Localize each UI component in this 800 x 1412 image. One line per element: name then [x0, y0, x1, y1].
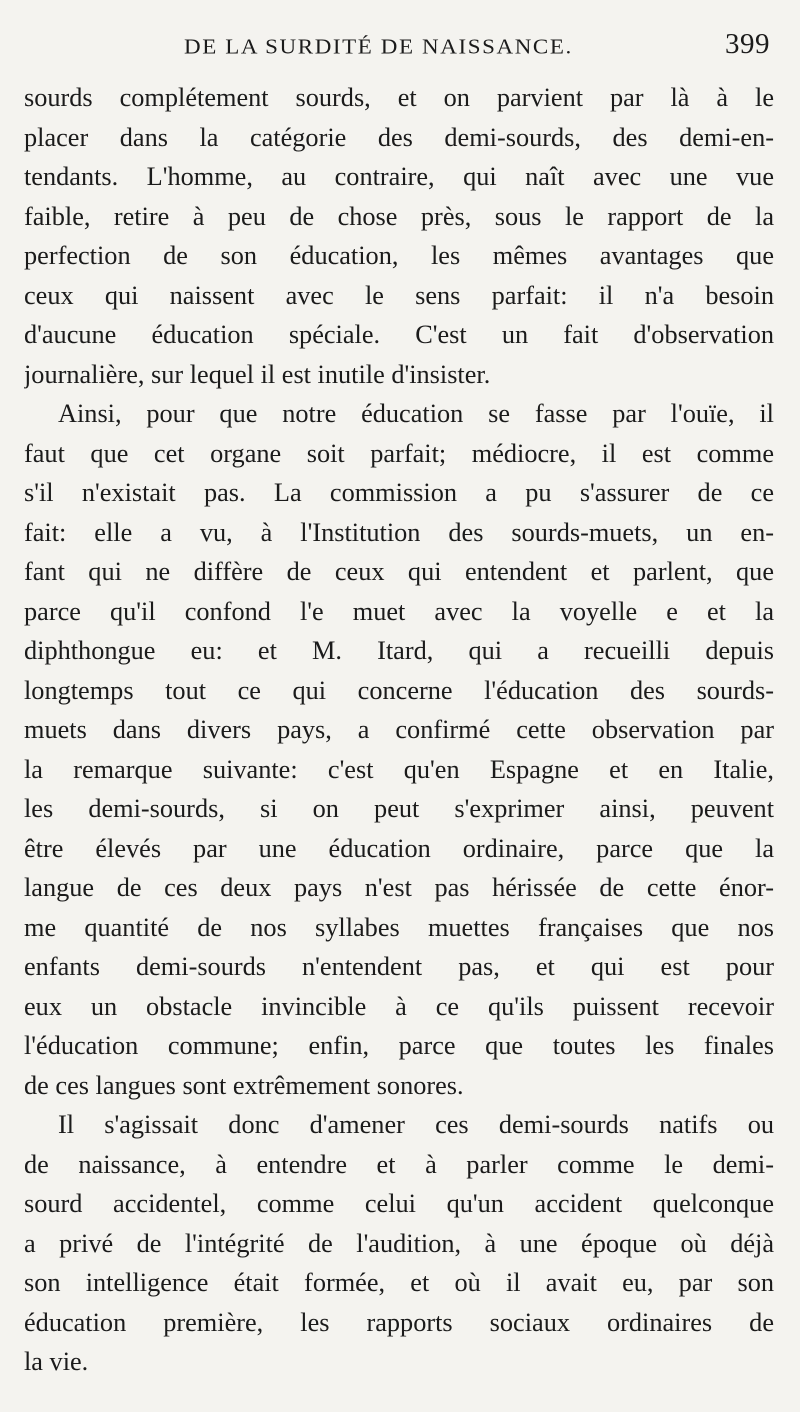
body-text	[24, 78, 774, 1382]
text-line: journalière, sur lequel il est inutile d'insister.	[24, 359, 491, 389]
text-line: être élevés par une éducation ordinaire, parce que la	[24, 833, 774, 863]
text-line: a privé de l'intégrité de l'audition, à une époque où déjà	[24, 1228, 774, 1258]
text-line: d'aucune éducation spéciale. C'est un fait d'observation	[24, 320, 774, 349]
text-line: les demi-sourds, si on peut s'exprimer ainsi, peuvent	[24, 794, 774, 823]
text-line: enfants demi-sourds n'entendent pas, et qui est pour	[24, 952, 774, 981]
text-line: s'il n'existait pas. La commission a pu s'assurer de ce	[24, 478, 774, 507]
text-line: eux un obstacle invincible à ce qu'ils puissent recevoir	[24, 991, 774, 1021]
text-line: la remarque suivante: c'est qu'en Espagne et en Italie,	[24, 754, 774, 784]
text-line: de naissance, à entendre et à parler comme le demi-	[24, 1149, 774, 1179]
text-line: son intelligence était formée, et où il avait eu, par son	[24, 1268, 774, 1297]
text-line: Ainsi, pour que notre éducation se fasse par l'ouïe, il	[58, 399, 774, 428]
text-line: l'éducation commune; enfin, parce que toutes les finales	[24, 1031, 774, 1060]
text-line: sourds complétement sourds, et on parvient par là à le	[24, 83, 774, 112]
text-line: muets dans divers pays, a confirmé cette observation par	[24, 715, 774, 744]
text-line: Il s'agissait donc d'amener ces demi-sourds natifs ou	[58, 1110, 774, 1139]
page-header	[24, 28, 774, 70]
text-line: faible, retire à peu de chose près, sous le rapport de la	[24, 201, 774, 231]
running-title: DE LA SURDITÉ DE NAISSANCE.	[184, 35, 573, 59]
text-line: fait: elle a vu, à l'Institution des sourds-muets, un en-	[24, 517, 774, 547]
text-line: diphthongue eu: et M. Itard, qui a recueilli depuis	[24, 636, 774, 665]
text-line: me quantité de nos syllabes muettes françaises que nos	[24, 912, 774, 942]
text-line: langue de ces deux pays n'est pas hérissée de cette énor-	[24, 873, 774, 902]
text-line: ceux qui naissent avec le sens parfait: il n'a besoin	[24, 280, 774, 310]
text-line: la vie.	[24, 1347, 89, 1376]
text-line: éducation première, les rapports sociaux ordinaires de	[24, 1307, 774, 1337]
text-line: tendants. L'homme, au contraire, qui naît avec une vue	[24, 162, 774, 191]
text-line: faut que cet organe soit parfait; médiocre, il est comme	[24, 438, 774, 468]
text-line: longtemps tout ce qui concerne l'éducation des sourds-	[24, 675, 774, 705]
text-line: parce qu'il confond l'e muet avec la voyelle e et la	[24, 596, 774, 626]
text-line: placer dans la catégorie des demi-sourds, des demi-en-	[24, 122, 774, 152]
text-line: sourd accidentel, comme celui qu'un accident quelconque	[24, 1189, 774, 1218]
page-number: 399	[725, 28, 770, 60]
text-line: perfection de son éducation, les mêmes avantages que	[24, 241, 774, 270]
text-line: de ces langues sont extrêmement sonores.	[24, 1070, 464, 1100]
text-line: fant qui ne diffère de ceux qui entendent et parlent, que	[24, 557, 774, 586]
